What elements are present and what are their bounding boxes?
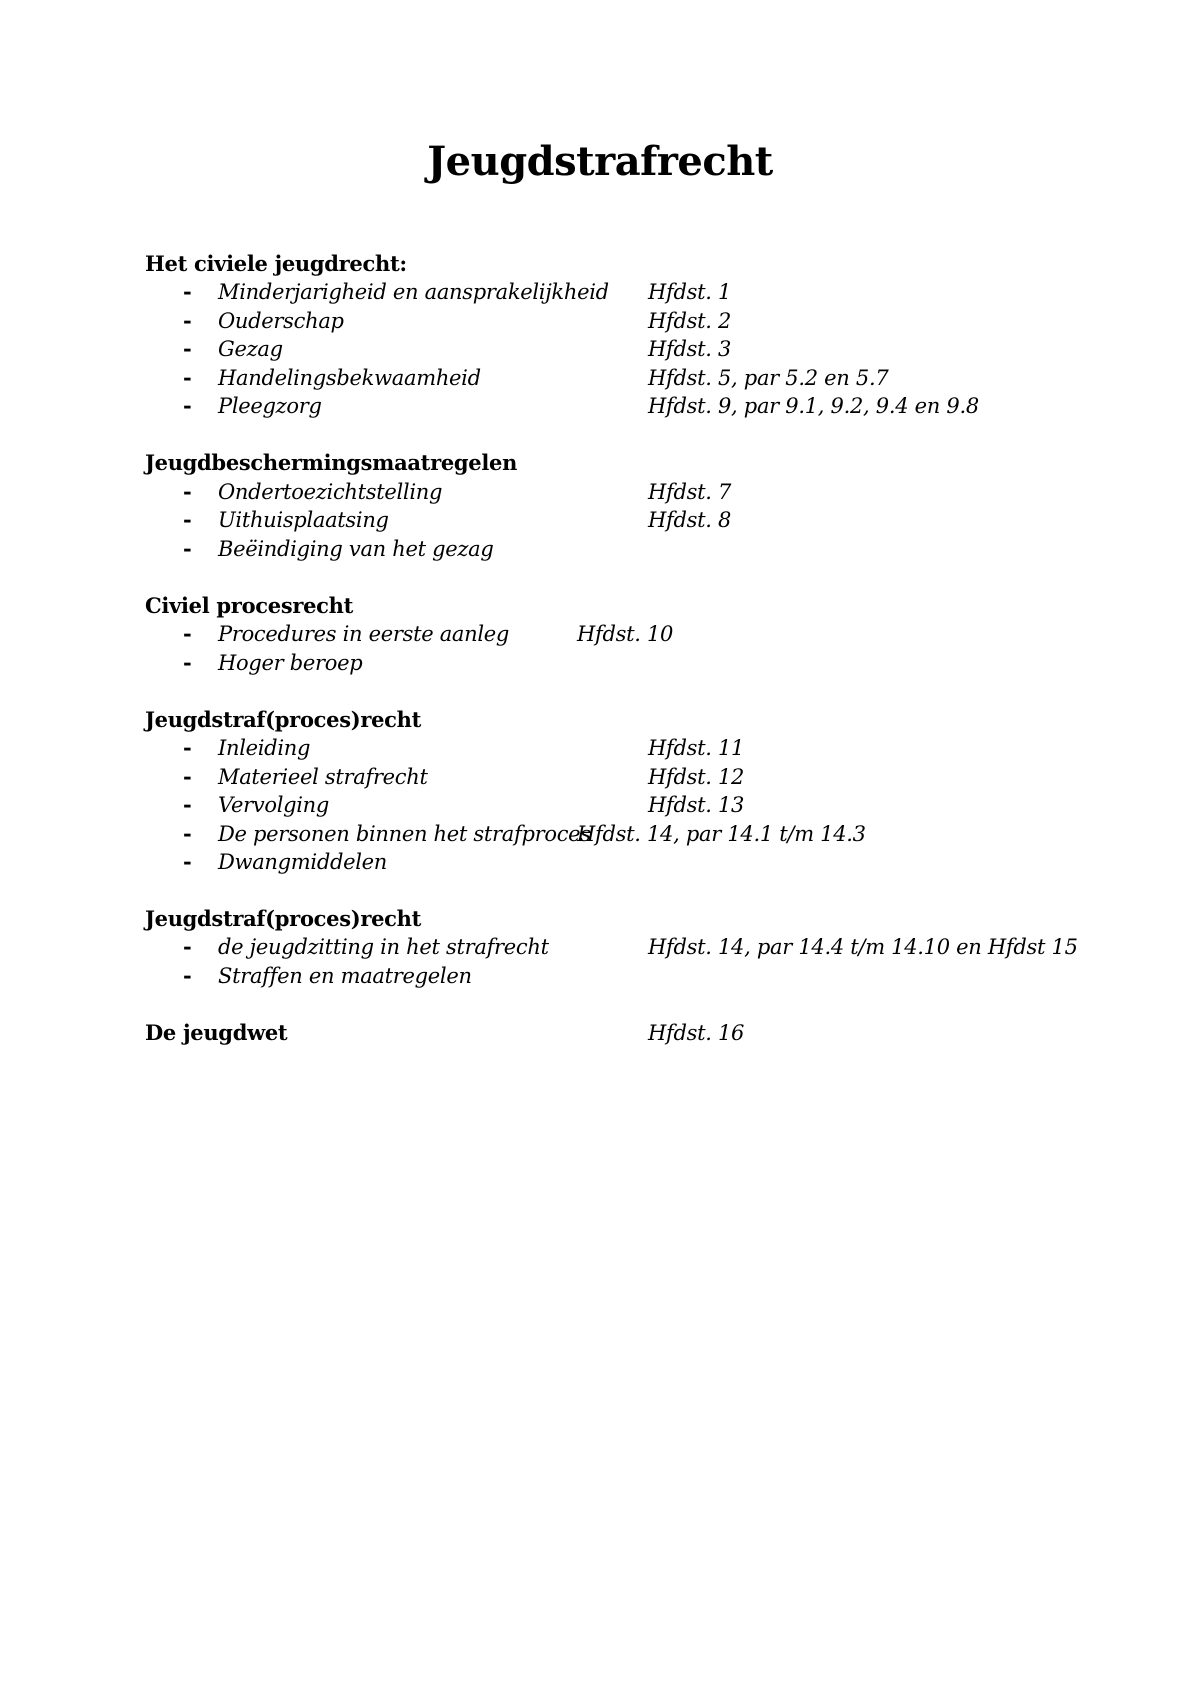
list-item: [0, 649, 1200, 677]
item-label: Procedures in eerste aanleg: [218, 622, 510, 646]
chapter-reference: Hfdst. 2: [648, 309, 732, 333]
item-label: de jeugdzitting in het strafrecht: [218, 935, 549, 959]
item-label: Gezag: [218, 337, 283, 361]
list-item: [0, 734, 1200, 762]
item-label: Dwangmiddelen: [218, 850, 388, 874]
page-title: Jeugdstrafrecht: [427, 138, 773, 185]
bullet-dash: -: [183, 479, 192, 504]
list-item: [0, 278, 1200, 306]
bullet-dash: -: [183, 934, 192, 959]
chapter-reference: Hfdst. 10: [577, 622, 674, 646]
item-label: Pleegzorg: [218, 394, 322, 418]
chapter-reference: Hfdst. 14, par 14.4 t/m 14.10 en Hfdst 15: [648, 935, 1078, 959]
section-heading: Het civiele jeugdrecht:: [145, 251, 407, 276]
list-item: [0, 364, 1200, 392]
item-label: Ondertoezichtstelling: [218, 480, 443, 504]
bullet-dash: -: [183, 792, 192, 817]
bullet-dash: -: [183, 849, 192, 874]
list-item: [0, 791, 1200, 819]
bullet-dash: -: [183, 650, 192, 675]
item-label: Straffen en maatregelen: [218, 964, 472, 988]
item-label: De personen binnen het strafproces: [218, 822, 591, 846]
section-heading: Jeugdbeschermingsmaatregelen: [145, 450, 518, 475]
chapter-reference: Hfdst. 7: [648, 480, 732, 504]
chapter-reference: Hfdst. 11: [648, 736, 745, 760]
chapter-reference: Hfdst. 13: [648, 793, 745, 817]
section-heading: Civiel procesrecht: [145, 593, 354, 618]
bullet-dash: -: [183, 536, 192, 561]
chapter-reference: Hfdst. 5, par 5.2 en 5.7: [648, 366, 889, 390]
bullet-dash: -: [183, 279, 192, 304]
list-item: [0, 535, 1200, 563]
chapter-reference: Hfdst. 1: [648, 280, 732, 304]
bullet-dash: -: [183, 621, 192, 646]
item-label: Beëindiging van het gezag: [218, 537, 494, 561]
item-label: Materieel strafrecht: [218, 765, 428, 789]
chapter-reference: Hfdst. 12: [648, 765, 745, 789]
list-item: [0, 820, 1200, 848]
bullet-dash: -: [183, 764, 192, 789]
chapter-reference: Hfdst. 14, par 14.1 t/m 14.3: [577, 822, 866, 846]
list-item: [0, 478, 1200, 506]
bullet-dash: -: [183, 336, 192, 361]
bullet-dash: -: [183, 735, 192, 760]
chapter-reference: Hfdst. 3: [648, 337, 732, 361]
item-label: Vervolging: [218, 793, 330, 817]
bullet-dash: -: [183, 308, 192, 333]
item-label: Inleiding: [218, 736, 311, 760]
chapter-reference: Hfdst. 8: [648, 508, 732, 532]
bullet-dash: -: [183, 963, 192, 988]
list-item: [0, 848, 1200, 876]
list-item: [0, 763, 1200, 791]
list-item: [0, 392, 1200, 420]
list-item: [0, 933, 1200, 961]
item-label: Handelingsbekwaamheid: [218, 366, 481, 390]
list-item: [0, 506, 1200, 534]
bullet-dash: -: [183, 821, 192, 846]
item-label: Minderjarigheid en aansprakelijkheid: [218, 280, 609, 304]
section-heading: Jeugdstraf(proces)recht: [145, 707, 422, 732]
section-heading: De jeugdwet: [145, 1020, 288, 1045]
bullet-dash: -: [183, 365, 192, 390]
chapter-reference: Hfdst. 16: [648, 1021, 745, 1045]
list-item: [0, 962, 1200, 990]
list-item: [0, 307, 1200, 335]
chapter-reference: Hfdst. 9, par 9.1, 9.2, 9.4 en 9.8: [648, 394, 979, 418]
item-label: Hoger beroep: [218, 651, 363, 675]
bullet-dash: -: [183, 393, 192, 418]
list-item: [0, 335, 1200, 363]
item-label: Uithuisplaatsing: [218, 508, 389, 532]
item-label: Ouderschap: [218, 309, 344, 333]
bullet-dash: -: [183, 507, 192, 532]
section-heading: Jeugdstraf(proces)recht: [145, 906, 422, 931]
list-item: [0, 620, 1200, 648]
